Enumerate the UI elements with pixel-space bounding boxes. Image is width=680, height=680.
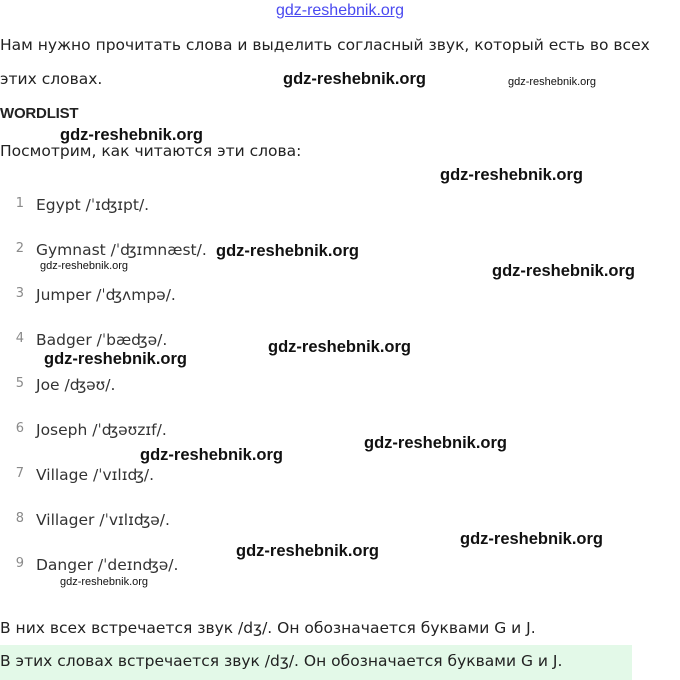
list-item-text: Egypt /ˈɪʤɪpt/. xyxy=(36,196,150,214)
list-item-number: 1 xyxy=(15,196,24,211)
list-item xyxy=(0,376,680,398)
list-item-number: 6 xyxy=(15,421,24,436)
list-item-text: Villager /ˈvɪlɪʤə/. xyxy=(36,511,170,529)
watermark: gdz-reshebnik.org xyxy=(268,338,412,356)
list-item-text: Jumper /ˈʤʌmpə/. xyxy=(36,286,176,304)
intro-line-1: Нам нужно прочитать слова и выделить согласный звук, который есть во всех xyxy=(0,36,650,54)
watermark: gdz-reshebnik.org xyxy=(40,260,129,272)
list-item-number: 5 xyxy=(15,376,24,391)
watermark: gdz-reshebnik.org xyxy=(508,76,597,88)
watermark: gdz-reshebnik.org xyxy=(440,166,584,184)
watermark: gdz-reshebnik.org xyxy=(236,542,380,560)
watermark: gdz-reshebnik.org xyxy=(140,446,284,464)
site-header-link[interactable]: gdz-reshebnik.org xyxy=(275,2,405,19)
list-item-number: 3 xyxy=(15,286,24,301)
list-item-number: 2 xyxy=(15,241,24,256)
watermark: gdz-reshebnik.org xyxy=(283,70,427,88)
list-item-text: Joe /ʤəʊ/. xyxy=(36,376,116,394)
list-item xyxy=(0,421,680,443)
list-item-number: 8 xyxy=(15,511,24,526)
watermark: gdz-reshebnik.org xyxy=(44,350,188,368)
watermark: gdz-reshebnik.org xyxy=(216,242,360,260)
list-item-text: Danger /ˈdeɪnʤə/. xyxy=(36,556,179,574)
list-item xyxy=(0,466,680,488)
watermark: gdz-reshebnik.org xyxy=(460,530,604,548)
watermark: gdz-reshebnik.org xyxy=(364,434,508,452)
list-item-text: Gymnast /ˈʤɪmnæst/. xyxy=(36,241,207,259)
intro-line-2: этих словах. xyxy=(0,70,103,88)
watermark: gdz-reshebnik.org xyxy=(492,262,636,280)
watermark: gdz-reshebnik.org xyxy=(60,576,149,588)
wordlist-subtitle: Посмотрим, как читаются эти слова: xyxy=(0,142,302,160)
list-item-text: Badger /ˈbæʤə/. xyxy=(36,331,168,349)
list-item-number: 4 xyxy=(15,331,24,346)
list-item-text: Village /ˈvɪlɪʤ/. xyxy=(36,466,155,484)
list-item xyxy=(0,286,680,308)
conclusion-text: В них всех встречается звук /dʒ/. Он обозначается буквами G и J. xyxy=(0,619,536,637)
wordlist-heading: WORDLIST xyxy=(0,105,79,122)
list-item-number: 7 xyxy=(15,466,24,481)
answer-text: В этих словах встречается звук /dʒ/. Он обозначается буквами G и J. xyxy=(0,652,563,670)
list-item-text: Joseph /ˈʤəʊzɪf/. xyxy=(36,421,167,439)
watermark: gdz-reshebnik.org xyxy=(60,126,204,144)
list-item-number: 9 xyxy=(15,556,24,571)
list-item xyxy=(0,196,680,218)
